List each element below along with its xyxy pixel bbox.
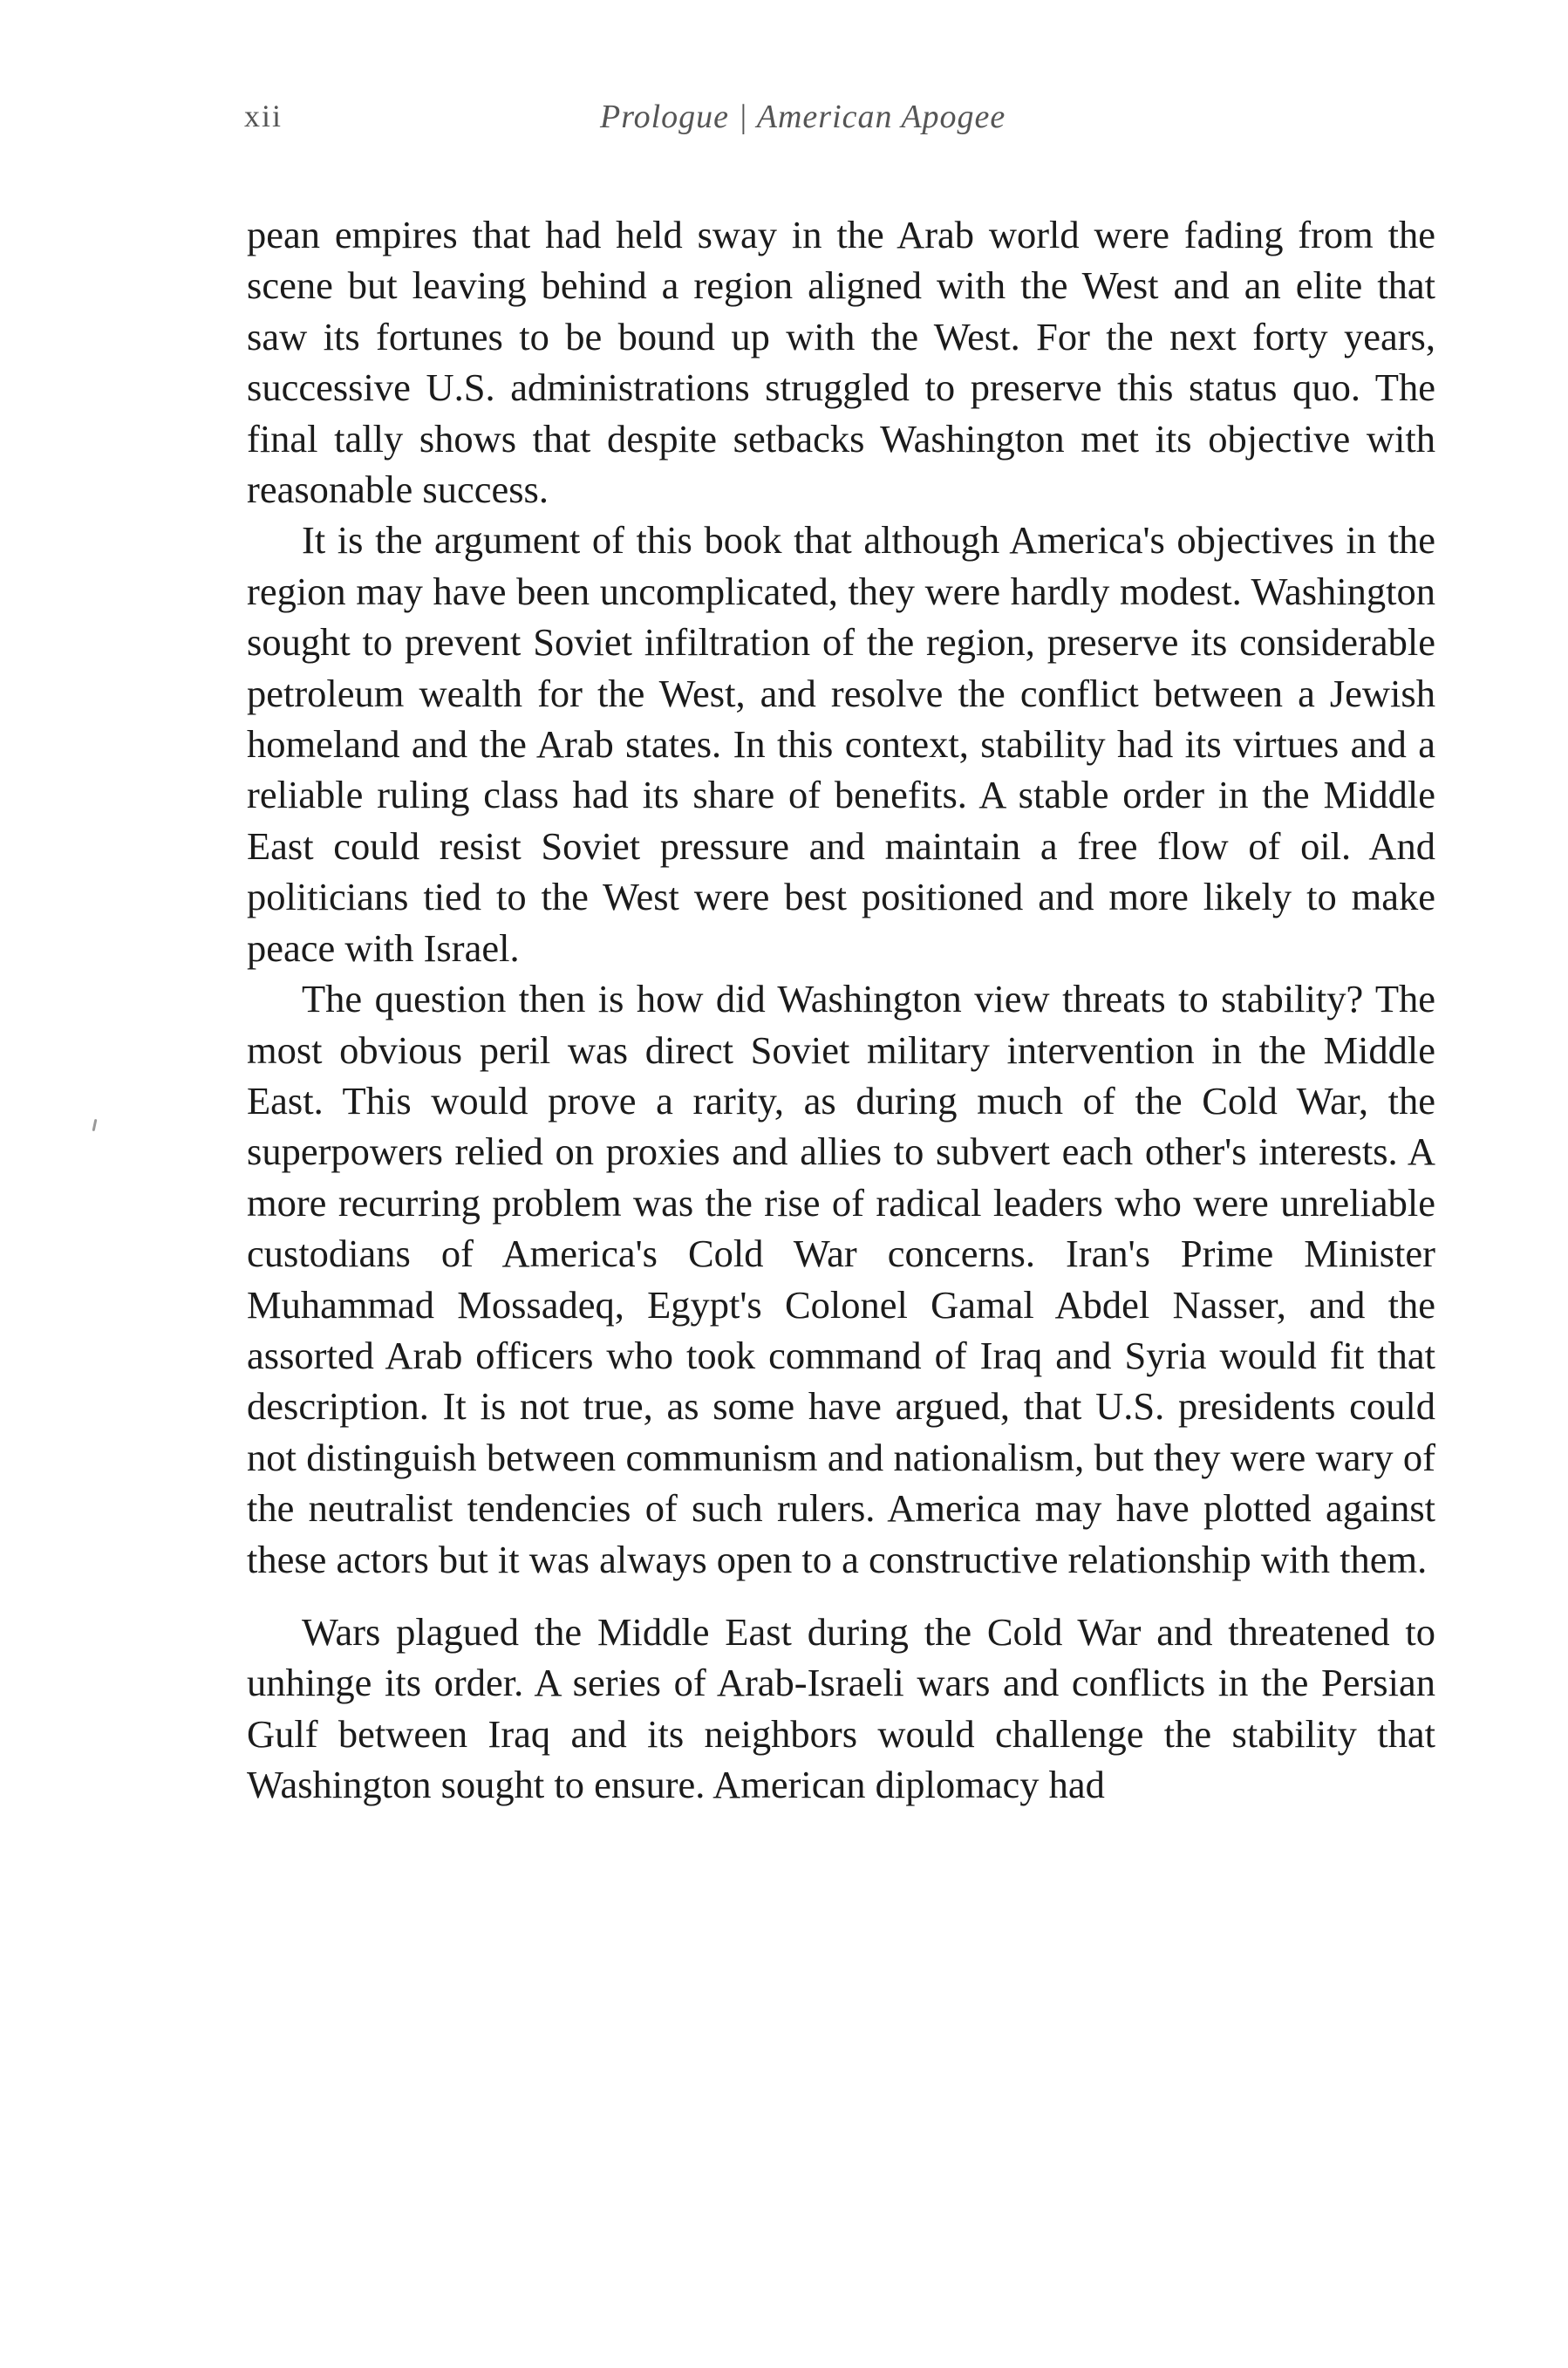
running-head [0, 98, 1568, 150]
paragraph-3: The question then is how did Washington view threats to stability? The most obvious peril was direct Soviet military intervention in the Middle East. This would prove a rarity, as during much of the Cold War, the superpowers relied on proxies and allies to subvert each other's interests. A more recurring problem was the rise of radical leaders who were unreliable custodians of America's Cold War concerns. Iran's Prime Minister Muhammad Mossadeq, Egypt's Colonel Gamal Abdel Nasser, and the assorted Arab officers who took command of Iraq and Syria would fit that description. It is not true, as some have argued, that U.S. presidents could not distinguish between communism and nationalism, but they were wary of the neutralist tendencies of such rulers. America may have plotted against these actors but it was always open to a constructive relationship with them. [247, 977, 1435, 1581]
paragraph-2: It is the argument of this book that although America's objectives in the region may have been uncomplicated, they were hardly modest. Washington sought to prevent Soviet infiltration of the region, preserve its considerable petroleum wealth for the West, and resolve the conflict between a Jewish homeland and the Arab states. In this context, stability had its virtues and a reliable ruling class had its share of benefits. A stable order in the Middle East could resist Soviet pressure and maintain a free flow of oil. And politicians tied to the West were best positioned and more likely to make peace with Israel. [247, 518, 1435, 970]
page-number: xii [244, 99, 283, 133]
paragraph-1: pean empires that had held sway in the Arab world were fading from the scene but leaving behind a region aligned with the West and an elite that saw its fortunes to be bound up with the West. For the next forty years, successive U.S. administrations struggled to preserve this status quo. The final tally shows that despite setbacks Washington met its objective with reasonable success. [247, 213, 1435, 512]
body-text [247, 209, 1435, 1811]
stray-ink-mark [92, 1119, 98, 1131]
running-head-title: Prologue | American Apogee [600, 99, 1006, 135]
paragraph-4: Wars plagued the Middle East during the Cold War and threatened to unhinge its order. A series of Arab-Israeli wars and conflicts in the Persian Gulf between Iraq and its neighbors would challenge the stability that Washington sought to ensure. American diplomacy had [247, 1609, 1435, 1807]
